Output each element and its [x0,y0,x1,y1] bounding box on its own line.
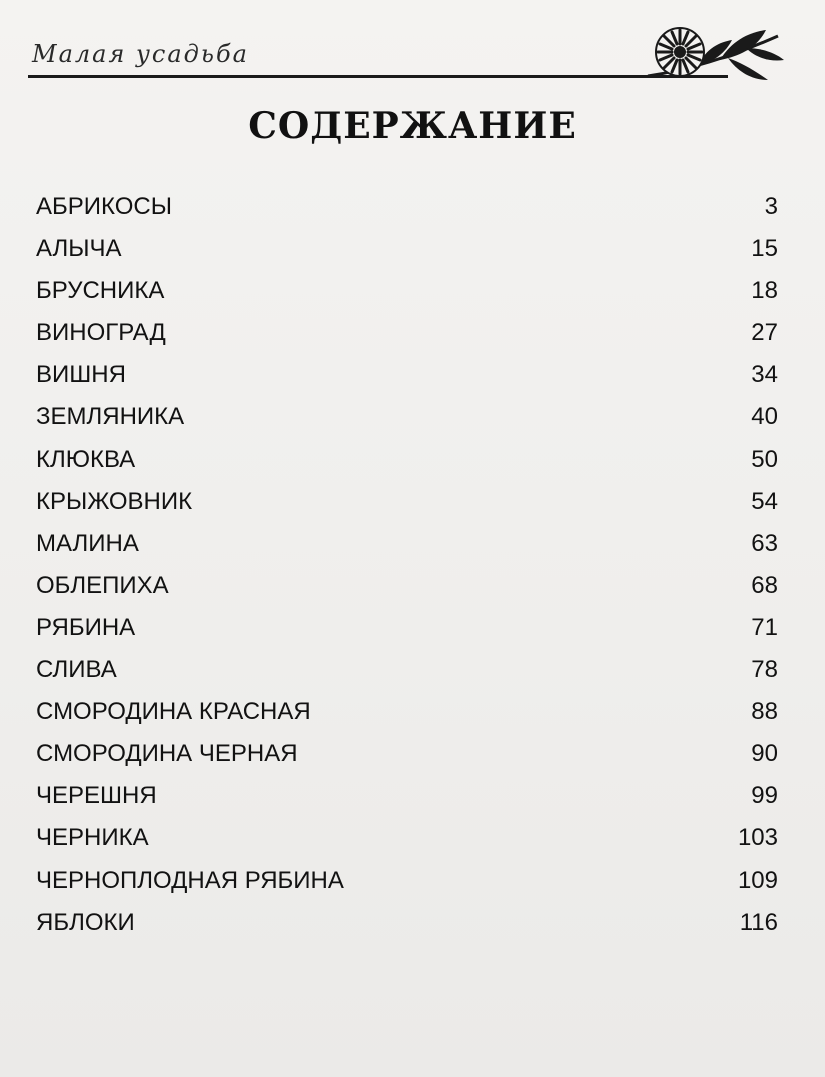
toc-entry-page: 54 [751,487,778,515]
header-rule [28,75,728,78]
toc-entry-title: ВИНОГРАД [36,319,166,347]
toc-entry-title: БРУСНИКА [36,277,165,305]
running-title: Малая усадьба [32,40,249,68]
toc-entry-title: ЧЕРНОПЛОДНАЯ РЯБИНА [36,866,344,894]
toc-entry [36,312,778,354]
toc-entry-title: СМОРОДИНА ЧЕРНАЯ [36,740,298,768]
toc-entry-page: 99 [751,782,778,810]
toc-entry-page: 34 [751,361,778,389]
toc-entry-title: ЧЕРЕШНЯ [36,782,157,810]
toc-entry-page: 3 [764,193,778,220]
toc-entry [36,860,778,902]
toc-entry [36,481,778,523]
toc-entry-page: 103 [737,824,778,852]
toc-entry-title: АБРИКОСЫ [36,193,172,220]
toc-dot-leader [128,238,746,262]
toc-entry-title: ВИШНЯ [36,361,126,389]
toc-dot-leader [304,743,746,767]
toc-entry-title: ОБЛЕПИХА [36,571,169,599]
running-header [28,18,788,88]
toc-entry-page: 50 [751,445,778,473]
toc-dot-leader [175,575,746,599]
toc-dot-leader [123,659,746,683]
toc-entry [36,270,778,312]
toc-dot-leader [172,322,746,346]
toc-dot-leader [132,364,745,388]
toc-entry [36,186,778,228]
toc-dot-leader [163,785,746,809]
toc-entry-title: КЛЮКВА [36,445,136,473]
toc-dot-leader [317,701,746,725]
toc-entry [36,439,778,481]
flower-branch-icon [628,18,788,88]
toc-entry [36,523,778,565]
toc-entry-title: РЯБИНА [36,613,136,641]
toc-entry-page: 63 [751,529,778,557]
toc-entry [36,396,778,438]
toc-entry [36,691,778,733]
toc-entry-page: 68 [751,571,778,599]
toc-dot-leader [190,407,745,431]
toc-entry [36,228,778,270]
toc-entry [36,733,778,775]
toc-dot-leader [141,449,745,473]
toc-dot-leader [198,491,745,515]
toc-entry-page: 116 [739,908,778,936]
toc-entry-page: 88 [751,698,778,726]
toc-entry-title: ЧЕРНИКА [36,824,149,852]
toc-entry-title: АЛЫЧА [36,235,122,263]
toc-entry-title: ЗЕМЛЯНИКА [36,403,185,431]
toc-entry [36,902,778,944]
toc-entry-page: 78 [751,656,778,684]
toc-entry-title: СМОРОДИНА КРАСНАЯ [36,698,311,726]
toc-entry-title: МАЛИНА [36,529,139,557]
toc-entry [36,354,778,396]
toc-entry-page: 71 [751,613,778,641]
toc-entry [36,607,778,649]
table-of-contents [36,186,778,944]
toc-entry-title: ЯБЛОКИ [36,908,135,936]
toc-dot-leader [178,196,759,220]
toc-entry-page: 40 [751,403,778,431]
toc-dot-leader [155,827,732,851]
toc-entry [36,775,778,817]
toc-entry-page: 18 [751,277,778,305]
toc-entry-page: 109 [737,866,778,894]
toc-entry-page: 27 [751,319,778,347]
toc-entry-page: 90 [751,740,778,768]
toc-dot-leader [145,533,745,557]
toc-entry [36,649,778,691]
toc-entry [36,565,778,607]
toc-entry [36,817,778,859]
toc-entry-title: КРЫЖОВНИК [36,487,193,515]
toc-dot-leader [141,617,745,641]
toc-entry-page: 15 [751,235,778,263]
page-title: СОДЕРЖАНИЕ [248,105,577,147]
toc-dot-leader [141,912,734,936]
toc-entry-title: СЛИВА [36,656,117,684]
toc-dot-leader [170,280,745,304]
toc-dot-leader [350,870,732,894]
